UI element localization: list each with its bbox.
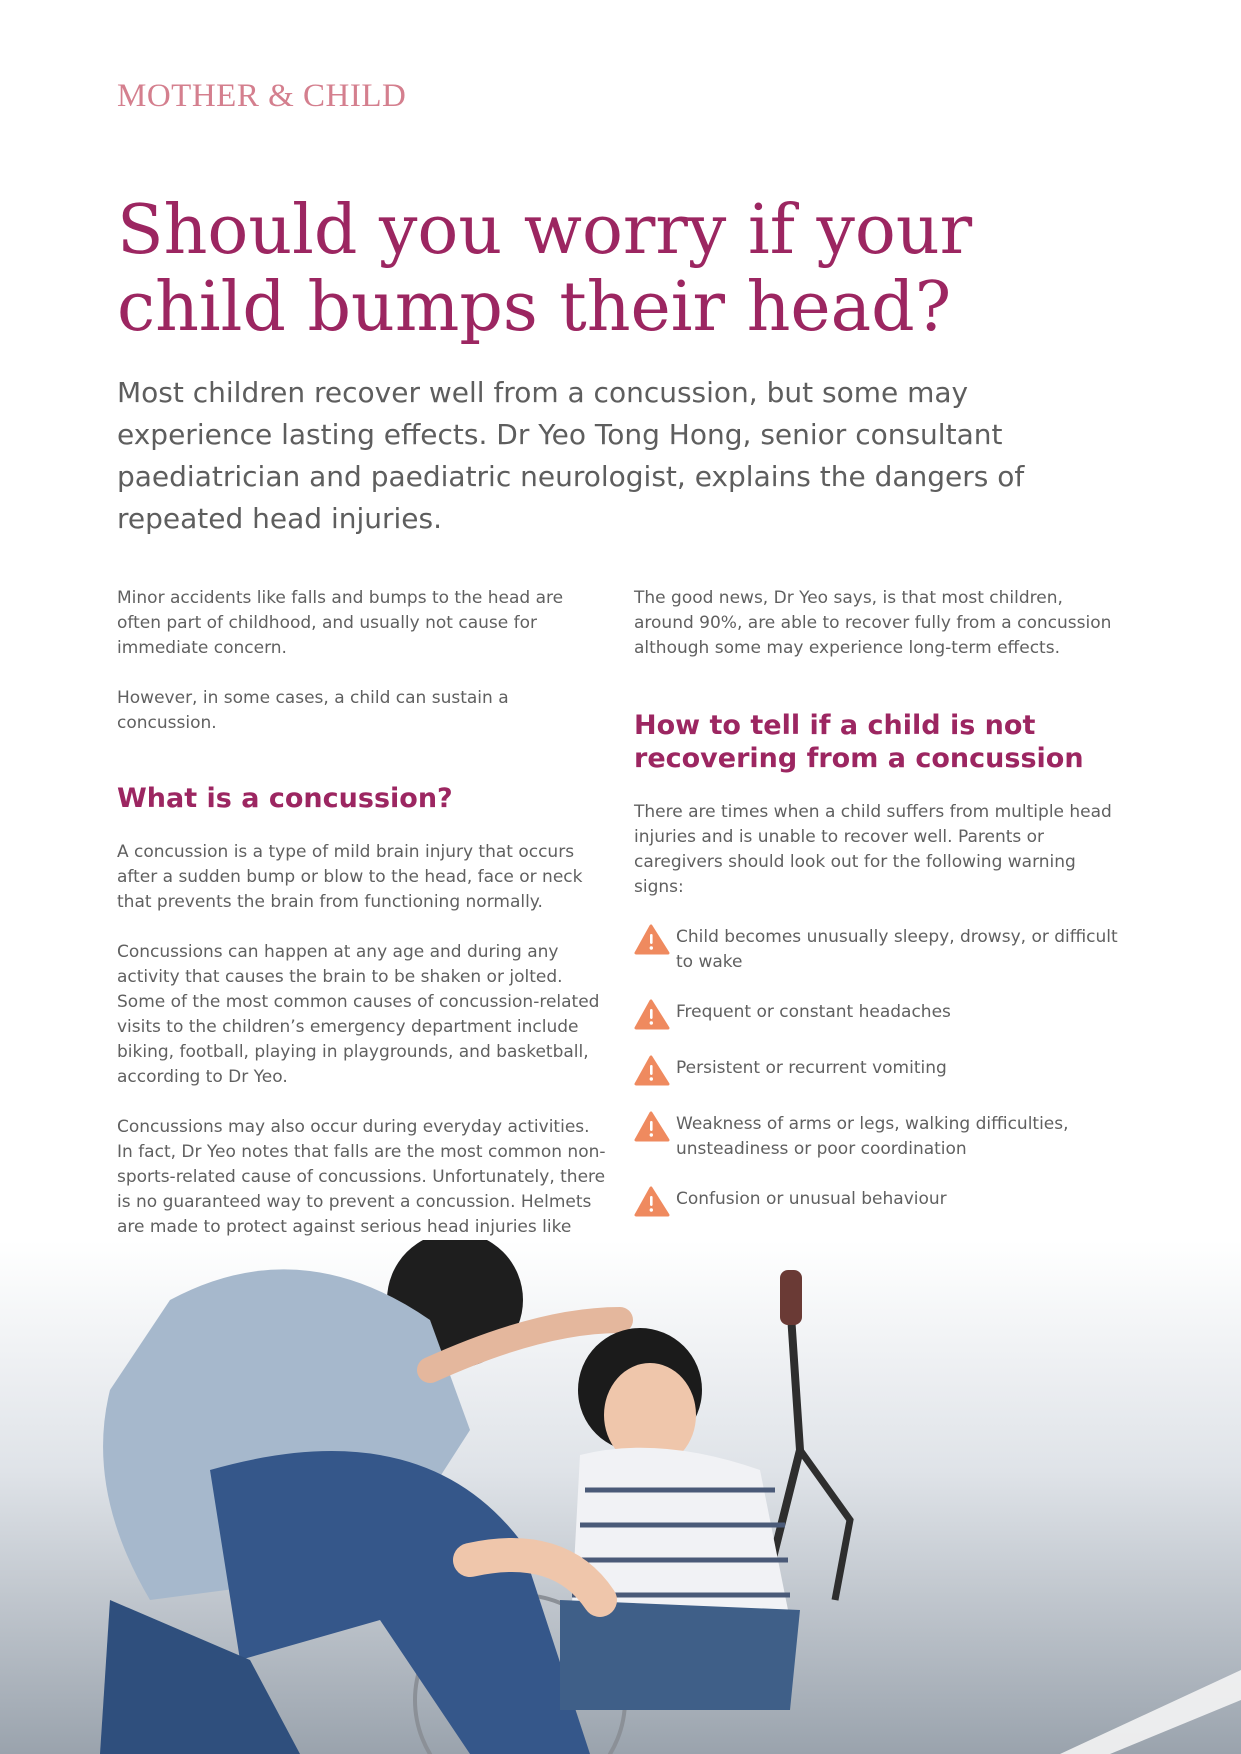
- brand-logo: MOTHER & CHILD: [117, 78, 407, 114]
- left-column: [117, 586, 607, 1290]
- hero-photo: [0, 1240, 1241, 1754]
- page-title: Should you worry if your child bumps their head?: [117, 191, 973, 347]
- list-item: [634, 1000, 1126, 1031]
- warning-icon: [634, 1054, 676, 1087]
- recovery-paragraph: The good news, Dr Yeo says, is that most children, around 90%, are able to recover fully from a concussion although some may experience long-term effects.: [634, 588, 1112, 658]
- warning-sign-text: Weakness of arms or legs, walking difficulties, unsteadiness or poor coordination: [676, 1114, 1069, 1159]
- warning-sign-text: Frequent or constant headaches: [676, 1002, 951, 1022]
- definition-paragraph: A concussion is a type of mild brain injury that occurs after a sudden bump or blow to the head, face or neck that prevents the brain from functioning normally.: [117, 842, 583, 912]
- list-item: [634, 1187, 1126, 1218]
- causes-paragraph: Concussions can happen at any age and during any activity that causes the brain to be shaken or jolted. Some of the most common causes of concussion-related visits to the children’s emergency department include biking, football, playing in playgrounds, and basketball, according to Dr Yeo.: [117, 942, 600, 1087]
- warning-icon: [634, 1185, 676, 1218]
- intro-paragraph: Minor accidents like falls and bumps to the head are often part of childhood, and usually not cause for immediate concern.: [117, 588, 564, 658]
- warning-icon: [634, 923, 676, 956]
- warning-sign-text: Persistent or recurrent vomiting: [676, 1058, 947, 1078]
- warning-icon: [634, 998, 676, 1031]
- section-heading-concussion: What is a concussion?: [117, 783, 453, 814]
- lead-paragraph: Most children recover well from a concussion, but some may experience lasting effects. Dr Yeo Tong Hong, senior consultant paediatrician and paediatric neurologist, explains the dangers of repeated head injuries.: [117, 376, 1025, 535]
- warning-sign-text: Confusion or unusual behaviour: [676, 1189, 947, 1209]
- list-item: [634, 1112, 1126, 1162]
- warning-intro-paragraph: There are times when a child suffers from multiple head injuries and is unable to recover well. Parents or caregivers should look out for the following warning signs:: [634, 802, 1112, 897]
- everyday-paragraph: Concussions may also occur during everyday activities. In fact, Dr Yeo notes that falls are the most common non-sports-related cause of concussions. Unfortunately, there is no guaranteed way to prevent a concussion. Helmets are made to protect against serious head injuries like: [117, 1117, 606, 1237]
- warning-icon: [634, 1110, 676, 1143]
- section-heading-warning-signs: How to tell if a child is not recovering from a concussion: [634, 710, 1084, 774]
- list-item: [634, 925, 1126, 975]
- intro-paragraph-2: However, in some cases, a child can sustain a concussion.: [117, 688, 509, 733]
- list-item: [634, 1056, 1126, 1087]
- warning-sign-text: Child becomes unusually sleepy, drowsy, or difficult to wake: [676, 927, 1118, 972]
